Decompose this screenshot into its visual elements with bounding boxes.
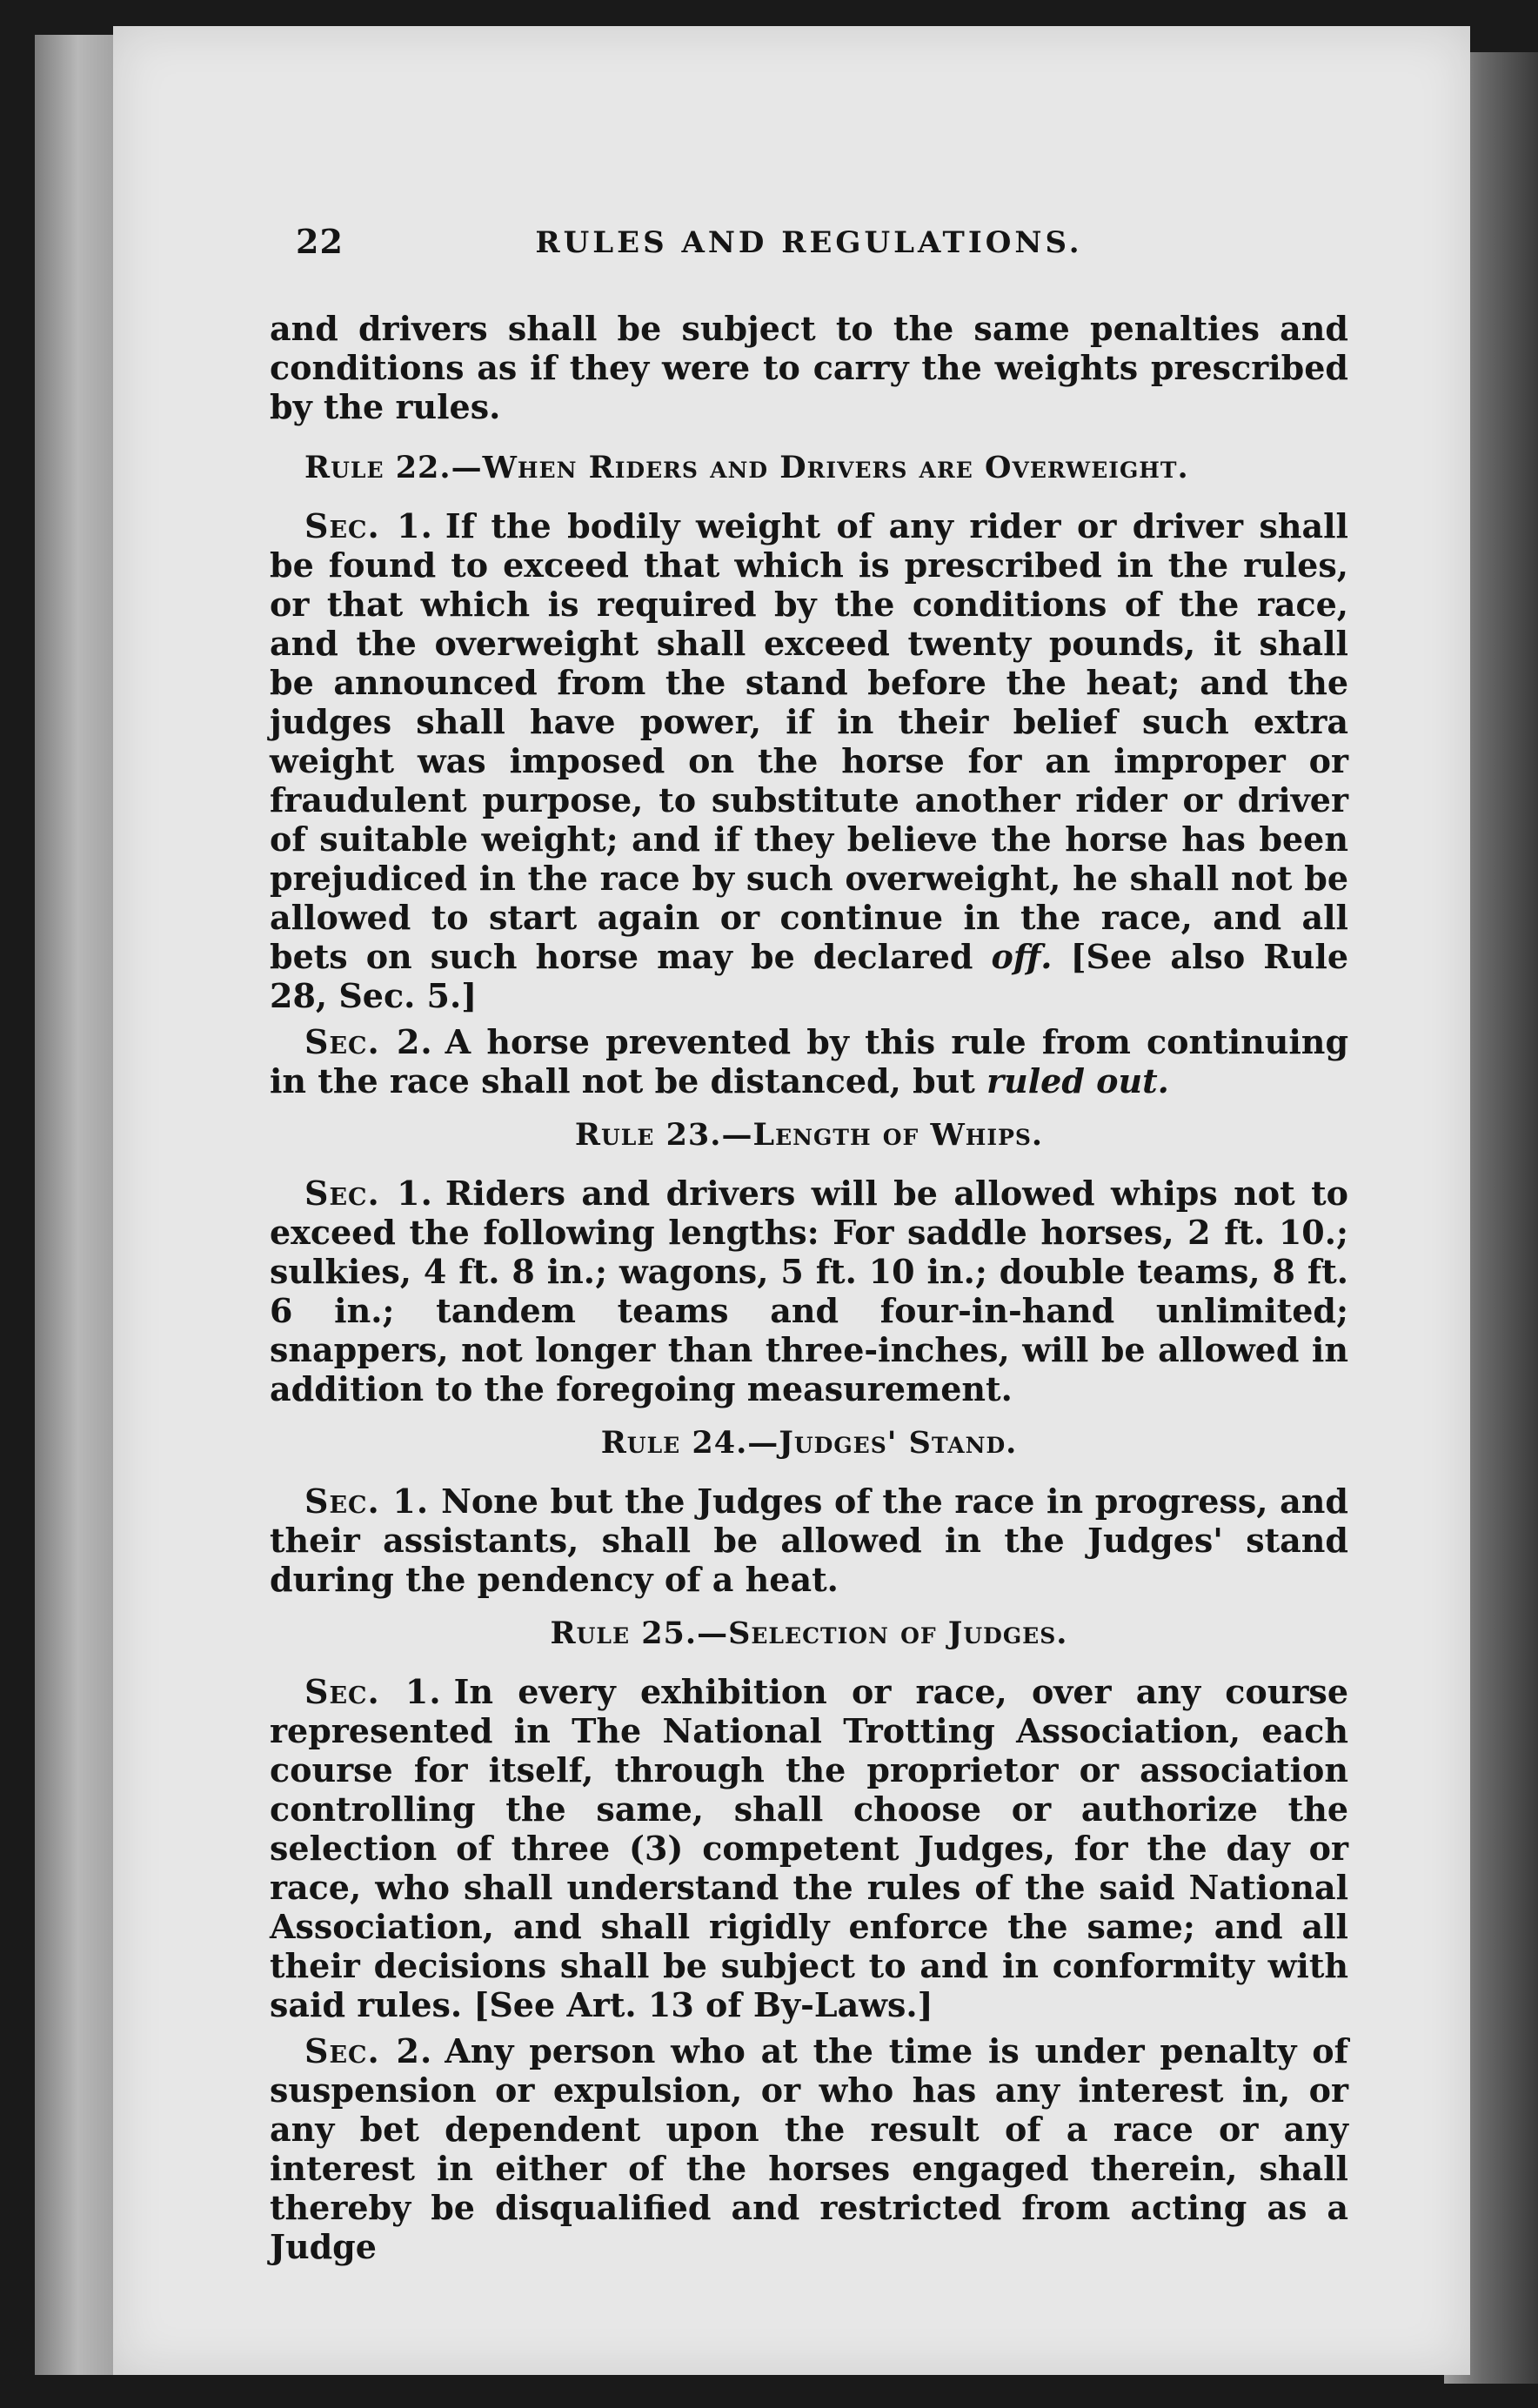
section-text: None but the Judges of the race in progress, and their assistants, shall be allowed in the Judges' stand during the pendency of a heat. (270, 1482, 1348, 1599)
running-head-title: RULES AND REGULATIONS. (535, 225, 1083, 260)
rule-23-sec-1 (270, 1174, 1348, 1408)
section-label: Sec. 2. (304, 2031, 433, 2070)
italic-word: ruled out. (986, 1061, 1169, 1100)
rule-22-sec-1 (270, 506, 1348, 1015)
book-page (113, 26, 1470, 2375)
rule-22-sec-2 (270, 1022, 1348, 1100)
section-label: Sec. 1. (304, 1672, 442, 1711)
rule-25-heading: Rule 25.—Selection of Judges. (550, 1615, 1068, 1651)
rule-24-heading: Rule 24.—Judges' Stand. (600, 1425, 1018, 1461)
page-content (270, 222, 1348, 2273)
section-text: Any person who at the time is under penalty of suspension or expulsion, or who has any interest in, or any bet dependent upon the result of a race or any interest in either of the horses engaged therein, shall thereby be disqualified and restricted from acting as a Judge (270, 2031, 1349, 2266)
rule-23-heading: Rule 23.—Length of Whips. (574, 1117, 1044, 1153)
section-text: A horse prevented by this rule from continuing in the race shall not be distanced, but (270, 1022, 1349, 1100)
section-label: Sec. 2. (304, 1022, 433, 1061)
rule-22-heading: Rule 22.—When Riders and Drivers are Overweight. (304, 450, 1189, 485)
section-label: Sec. 1. (304, 506, 433, 545)
section-label: Sec. 1. (304, 1174, 433, 1213)
rule-25-sec-1 (270, 1672, 1348, 2024)
section-text: In every exhibition or race, over any course represented in The National Trotting Association, each course for itself, through the proprietor or association controlling the same, shall choose or authorize the selection of three (3) competent Judges, for the day or race, who shall understand the rules of the said National Association, and shall rigidly enforce the same; and all their decisions shall be subject to and in conformity with said rules. [See Art. 13 of By-Laws.] (270, 1672, 1348, 2024)
opening-paragraph: and drivers shall be subject to the same penalties and conditions as if they were to carry the weights prescribed by the rules. (270, 309, 1348, 426)
rule-25-sec-2 (270, 2031, 1348, 2266)
italic-word: off. (991, 937, 1053, 976)
section-text: If the bodily weight of any rider or driver shall be found to exceed that which is prescribed in the rules, or that which is required by the conditions of the race, and the overweight shall exceed twenty pounds, it shall be announced from the stand before the heat; and the judges shall have power, if in their belief such extra weight was imposed on the horse for an improper or fraudulent purpose, to substitute another rider or driver of suitable weight; and if they believe the horse has been prejudiced in the race by such overweight, he shall not be allowed to start again or continue in the race, and all bets on such horse may be declared (270, 506, 1348, 976)
section-text: Riders and drivers will be allowed whips not to exceed the following lengths: For saddle horses, 2 ft. 10.; sulkies, 4 ft. 8 in.; wagons, 5 ft. 10 in.; double teams, 8 ft. 6 in.; tandem teams and four-in-hand unlimited; snappers, not longer than three-inches, will be allowed in addition to the foregoing measurement. (270, 1174, 1349, 1408)
cross-reference: [See also Rule 28, Sec. 5.] (270, 937, 1349, 1015)
section-label: Sec. 1. (304, 1482, 430, 1521)
page-number: 22 (296, 222, 344, 261)
running-head (270, 222, 1348, 274)
rule-24-sec-1 (270, 1482, 1348, 1599)
